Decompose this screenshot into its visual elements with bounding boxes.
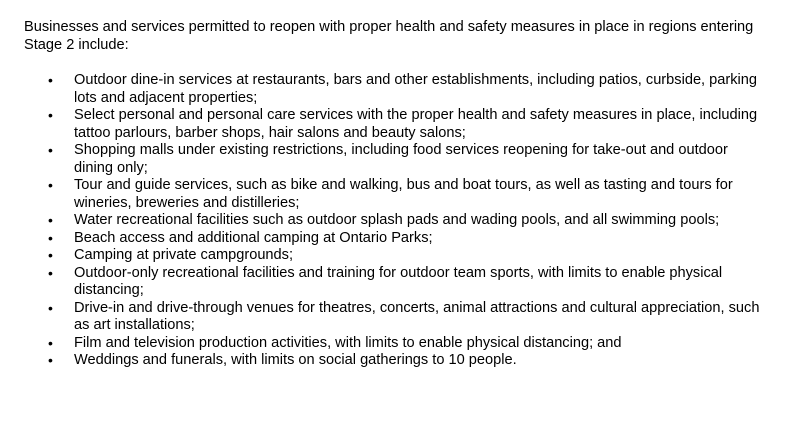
bullet-icon: • [48,107,53,123]
list-item-text: Film and television production activities, with limits to enable physical distancing; and [74,334,622,351]
list-item [24,142,764,177]
list-item-text: Weddings and funerals, with limits on social gatherings to 10 people. [74,352,517,368]
list-item [24,107,764,142]
bullet-icon: • [48,177,53,193]
bullet-icon: • [48,352,53,368]
list-item-text: Camping at private campgrounds; [74,247,294,263]
bullet-icon: • [48,247,53,263]
bullet-icon: • [48,142,53,158]
bullet-icon: • [48,229,53,246]
list-item [24,352,764,370]
bullet-icon: • [48,334,53,351]
list-item-text: Drive-in and drive-through venues for theatres, concerts, animal attractions and cultural appreciation, such as art installations; [74,299,760,333]
list-item-text: Outdoor-only recreational facilities and training for outdoor team sports, with limits to enable physical distancing; [74,264,723,298]
list-item [24,177,764,212]
document-body [24,19,764,370]
intro-paragraph: Businesses and services permitted to reopen with proper health and safety measures in place in regions entering Stage 2 include: [24,19,754,53]
list-item [24,72,764,107]
list-item [24,247,764,265]
bullet-icon: • [48,264,53,281]
bullet-icon: • [48,72,53,88]
list-item-text: Outdoor dine-in services at restaurants, bars and other establishments, including patios, curbside, parking lots and adjacent properties; [74,72,758,106]
list-item-text: Select personal and personal care services with the proper health and safety measures in place, including tattoo parlours, barber shops, hair salons and beauty salons; [74,107,758,141]
list-item [24,230,764,248]
permitted-services-list [24,72,764,370]
list-item-text: Beach access and additional camping at Ontario Parks; [74,229,433,246]
list-item [24,300,764,335]
list-item [24,265,764,300]
list-item [24,335,764,353]
bullet-icon: • [48,299,53,316]
list-item [24,212,764,230]
list-item-text: Water recreational facilities such as outdoor splash pads and wading pools, and all swimming pools; [74,212,720,228]
bullet-icon: • [48,212,53,228]
list-item-text: Shopping malls under existing restrictions, including food services reopening for take-out and outdoor dining only; [74,142,728,176]
list-item-text: Tour and guide services, such as bike and walking, bus and boat tours, as well as tasting and tours for wineries, breweries and distilleries; [74,177,733,211]
